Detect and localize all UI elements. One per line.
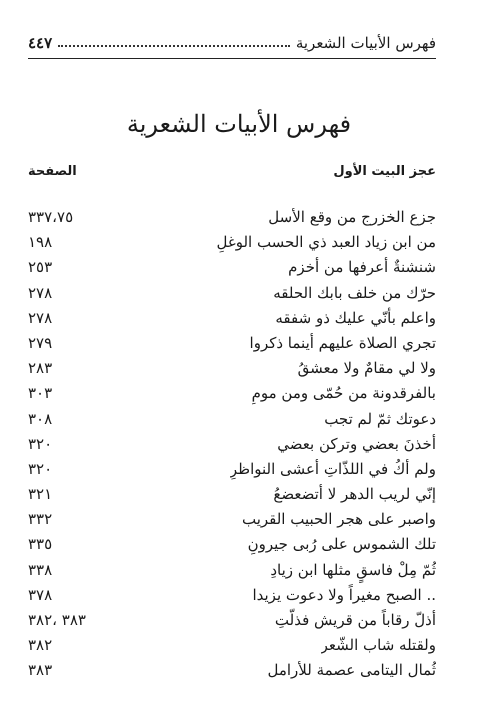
index-entry: [28, 230, 436, 255]
index-entry: [28, 482, 436, 507]
page-reference: ٣٣٧،٧٥: [28, 208, 74, 226]
page-number: ٤٤٧: [28, 34, 53, 52]
verse-text: ثُمّ مِلْ فاسقٍ مثلها ابن زيادِ: [270, 560, 436, 579]
column-headers: [28, 164, 436, 179]
running-head-title: فهرس الأبيات الشعرية: [295, 34, 436, 52]
index-entry: [28, 532, 436, 557]
running-head: [28, 30, 436, 52]
verse-text: جزع الخزرج من وقع الأسل: [268, 208, 436, 226]
verse-index-list: [28, 205, 436, 684]
index-entry: [28, 558, 436, 583]
page-reference: ٣٢١: [28, 485, 53, 504]
page-reference: ١٩٨: [28, 233, 53, 252]
page-title: فهرس الأبيات الشعرية: [126, 110, 352, 138]
verse-text: واصبر على هجر الحبيب القريب: [241, 510, 436, 529]
index-entry: [28, 457, 436, 482]
index-entry: [28, 658, 436, 683]
index-entry: [28, 205, 436, 230]
verse-text: إنّي لريب الدهر لا أتضعضعُ: [273, 485, 436, 504]
verse-text: واعلم بأنّي عليك ذو شفقه: [275, 308, 436, 327]
page-reference: ٣٧٨: [28, 585, 53, 604]
verse-text: دعوتك ثمّ لم تجب: [324, 409, 436, 428]
index-entry: [28, 331, 436, 356]
verse-text: حرّك من خلف بابك الحلقه: [273, 283, 436, 302]
header-rule: [28, 58, 436, 59]
verse-text: تلك الشموس على رُبى جيرونِ: [247, 535, 436, 554]
verse-text: من ابن زياد العبد ذي الحسب الوغلِ: [216, 233, 436, 252]
page-reference: ٢٥٣: [28, 258, 53, 277]
verse-text: تجري الصلاة عليهم أينما ذكروا: [249, 333, 436, 352]
page-reference: ٣٣٥: [28, 535, 53, 554]
dot-leader: [58, 45, 290, 47]
verse-text: ولقتله شاب الشّعر: [320, 636, 436, 655]
index-entry: [28, 356, 436, 381]
page-reference: ٢٨٣: [28, 359, 53, 378]
page-reference: ٢٧٨: [28, 308, 53, 327]
verse-text: أذلّ رقاباً من قريش فذلّتِ: [274, 611, 436, 629]
index-entry: [28, 255, 436, 280]
page-column-header: الصفحة: [28, 164, 77, 179]
page-reference: ٢٧٩: [28, 333, 53, 352]
verse-text: بالفرقدونة من حُمّى ومن مومِ: [251, 384, 436, 403]
index-entry: [28, 633, 436, 658]
verse-text: ولم أكُ في اللذّاتِ أعشى النواظرِ: [229, 459, 436, 478]
verse-text: ولا لي مقامٌ ولا معشقُ: [297, 359, 436, 378]
verse-text: أخذنَ بعضي وتركن بعضي: [277, 434, 436, 453]
index-entry: [28, 507, 436, 532]
verse-column-header: عجز البيت الأول: [333, 164, 436, 179]
verse-text: شنشنةٌ أعرفها من أخزم: [288, 258, 436, 277]
page-reference: ٣٨٣: [28, 661, 53, 680]
index-entry: [28, 407, 436, 432]
index-entry: [28, 281, 436, 306]
index-entry: [28, 432, 436, 457]
index-entry: [28, 381, 436, 406]
page-reference: ٣٠٨: [28, 409, 53, 428]
page-reference: ٣٢٠: [28, 434, 53, 453]
index-entry: [28, 608, 436, 633]
page-reference: ٢٧٨: [28, 283, 53, 302]
verse-text: ثُمال اليتامى عصمة للأرامل: [267, 661, 436, 680]
index-entry: [28, 583, 436, 608]
page-reference: ٣٨٣ ،٣٨٢: [28, 611, 86, 629]
page-reference: ٣٨٢: [28, 636, 53, 655]
page-reference: ٣٣٨: [28, 560, 53, 579]
page-reference: ٣٢٠: [28, 459, 53, 478]
verse-text: .. الصبح مغيراً ولا دعوت يزيدا: [252, 585, 436, 604]
index-entry: [28, 306, 436, 331]
page-reference: ٣٣٢: [28, 510, 53, 529]
page-reference: ٣٠٣: [28, 384, 53, 403]
